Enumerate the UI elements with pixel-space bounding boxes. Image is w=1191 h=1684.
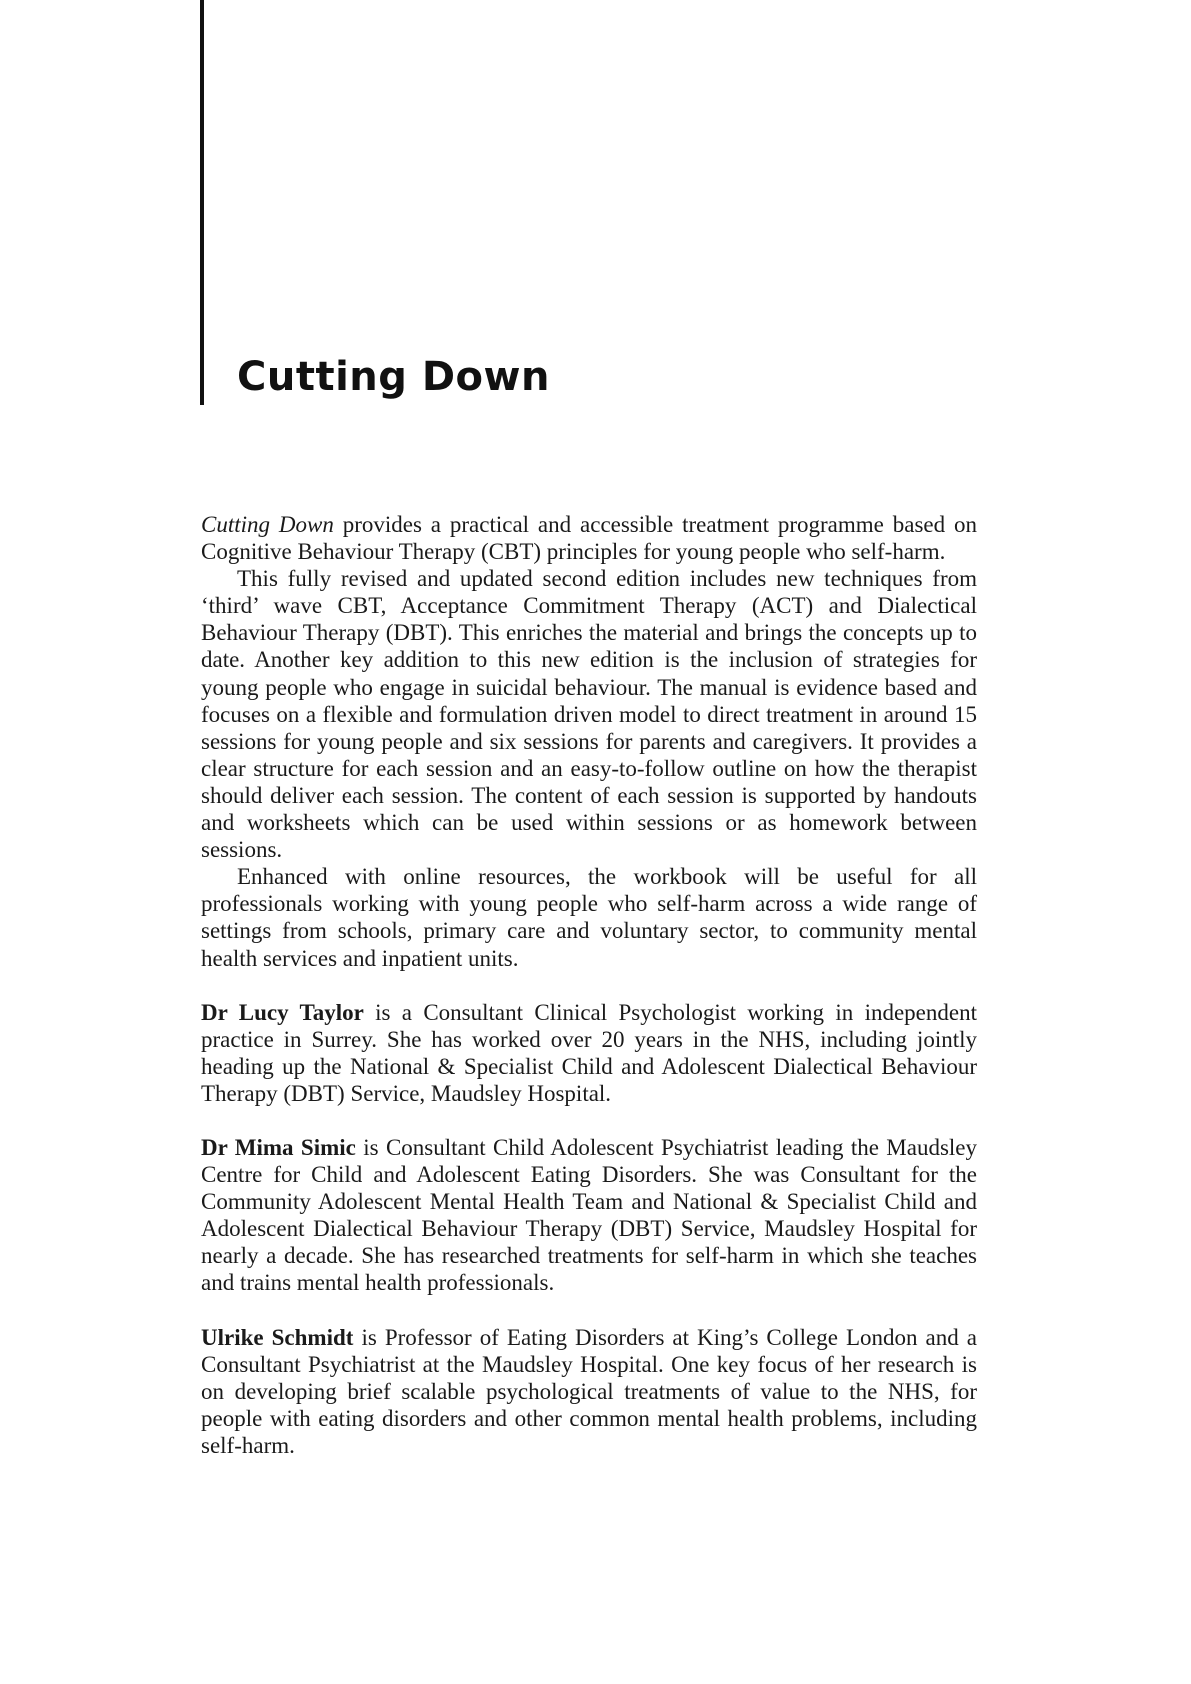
author-name: Ulrike Schmidt [201, 1324, 354, 1350]
author-bio-text: is a Consultant Clinical Psychologist working in independent practice in Surrey. She has worked over 20 years in the NHS, including jointly heading up the National & Specialist Child and Adolescent Dialectical Behaviour Therapy (DBT) Service, Maudsley Hospital. [201, 999, 977, 1106]
intro-paragraph-1-text: provides a practical and accessible treatment programme based on Cognitive Behaviour Therapy (CBT) principles for young people who self-harm. [201, 512, 977, 565]
book-description [201, 511, 977, 1459]
author-bio-mima-simic [201, 1134, 977, 1297]
intro-paragraph-3: Enhanced with online resources, the workbook will be useful for all professionals working with young people who self-harm across a wide range of settings from schools, primary care and voluntary sector, to community mental health services and inpatient units. [201, 864, 977, 971]
author-name: Dr Mima Simic [201, 1134, 356, 1160]
vertical-rule [200, 0, 204, 405]
author-bio-lucy-taylor [201, 999, 977, 1107]
intro-paragraph-2: This fully revised and updated second edition includes new techniques from ‘third’ wave CBT, Acceptance Commitment Therapy (ACT) and Dialectical Behaviour Therapy (DBT). This enriches the material and brings the concepts up to date. Another key addition to this new edition is the inclusion of strategies for young people who engage in suicidal behaviour. The manual is evidence based and focuses on a flexible and formulation driven model to direct treatment in around 15 sessions for young people and six sessions for parents and caregivers. It provides a clear structure for each session and an easy-to-follow outline on how the therapist should deliver each session. The content of each session is supported by handouts and worksheets which can be used within sessions or as homework between sessions. [201, 566, 977, 863]
author-bio-text: is Consultant Child Adolescent Psychiatrist leading the Maudsley Centre for Child and Adolescent Eating Disorders. She was Consultant for the Community Adolescent Mental Health Team and National & Specialist Child and Adolescent Dialectical Behaviour Therapy (DBT) Service, Maudsley Hospital for nearly a decade. She has researched treatments for self-harm in which she teaches and trains mental health professionals. [201, 1134, 977, 1296]
page-title: Cutting Down [237, 354, 550, 400]
author-bio-text: is Professor of Eating Disorders at King’s College London and a Consultant Psychiatrist at the Maudsley Hospital. One key focus of her research is on developing brief scalable psychological treatments of value to the NHS, for people with eating disorders and other common mental health problems, including self-harm. [201, 1324, 977, 1458]
author-name: Dr Lucy Taylor [201, 999, 364, 1025]
author-bio-ulrike-schmidt [201, 1324, 977, 1459]
intro-paragraph-1 [201, 511, 977, 565]
book-title-italic: Cutting Down [201, 512, 334, 537]
